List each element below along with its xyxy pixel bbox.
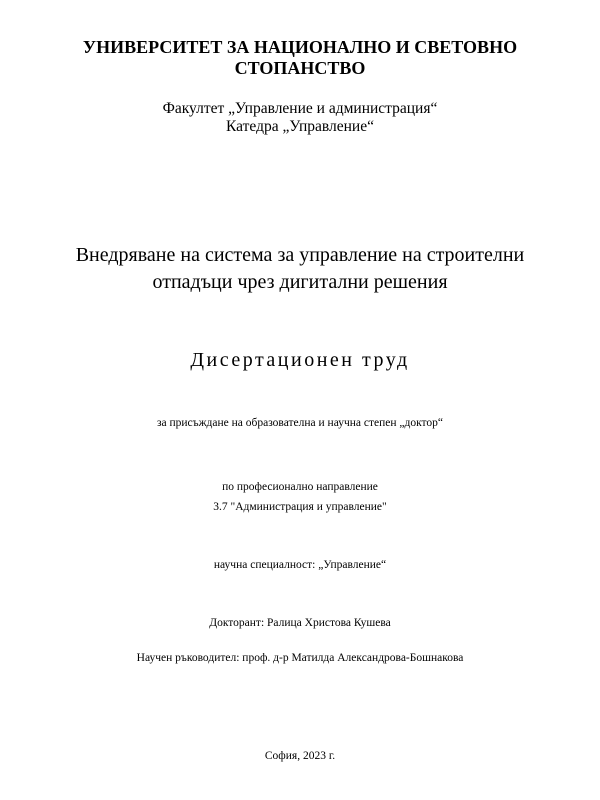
university-name [0, 37, 600, 79]
document-type: Дисертационен труд [190, 349, 410, 371]
scientific-specialty: научна специалност: „Управление“ [213, 559, 387, 571]
dissertation-topic [0, 242, 600, 296]
department-name: Катедра „Управление“ [226, 118, 374, 135]
topic-line-1: Внедряване на система за управление на строителни [75, 244, 525, 266]
degree-text: за присъждане на образователна и научна степен „доктор“ [156, 417, 444, 429]
university-name-line-1: УНИВЕРСИТЕТ ЗА НАЦИОНАЛНО И СВЕТОВНО [82, 37, 518, 57]
faculty-name: Факултет „Управление и администрация“ [162, 100, 438, 117]
direction-label: по професионално направление [222, 481, 378, 493]
faculty-block [0, 100, 600, 136]
direction-value: 3.7 "Администрация и управление" [213, 501, 387, 513]
doctorant-name: Докторант: Ралица Христова Кушева [209, 617, 391, 629]
supervisor-name: Научен ръководител: проф. д-р Матилда Александрова-Бошнакова [136, 652, 464, 664]
university-name-line-2: СТОПАНСТВО [234, 58, 366, 78]
place-and-year: София, 2023 г. [264, 750, 336, 762]
topic-line-2: отпадъци чрез дигитални решения [152, 271, 448, 293]
professional-direction [0, 477, 600, 517]
